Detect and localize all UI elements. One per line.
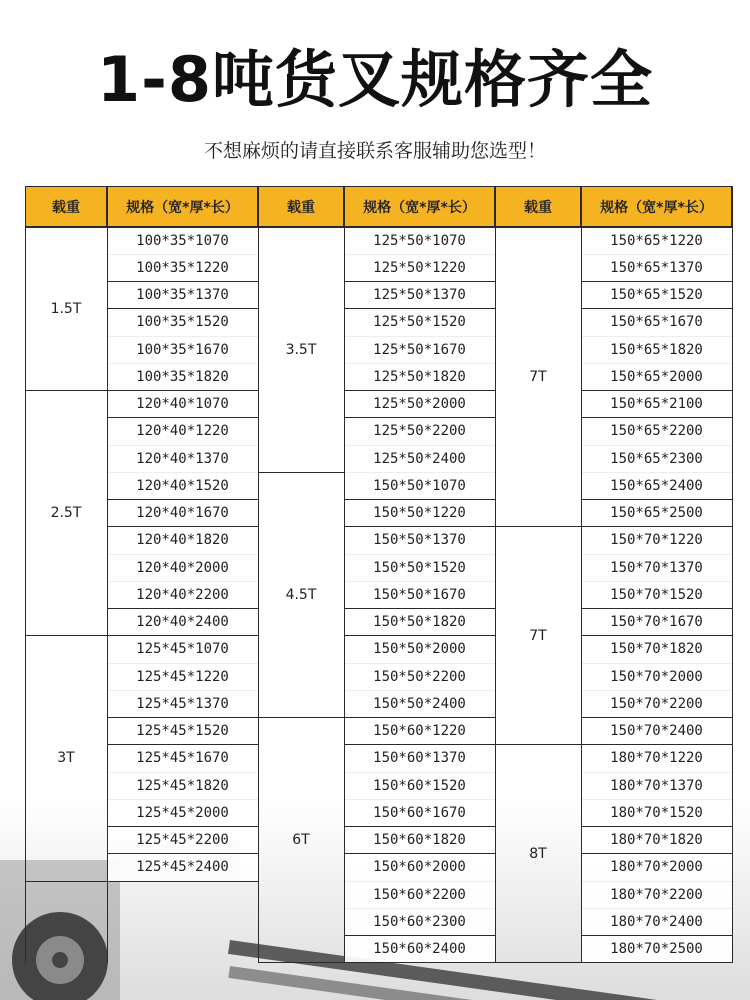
spec-cell: 120*40*2200 [107, 581, 258, 608]
spec-cell: 100*35*1670 [107, 336, 258, 363]
spec-cell: 180*70*2500 [581, 936, 732, 963]
spec-cell: 150*65*2000 [581, 363, 732, 390]
spec-cell: 150*50*1370 [344, 527, 495, 554]
spec-cell: 150*65*1670 [581, 309, 732, 336]
page-title: 1-8吨货叉规格齐全 [96, 43, 653, 116]
spec-cell: 150*50*2200 [344, 663, 495, 690]
table-header-cell: 规格（宽*厚*长） [581, 186, 732, 227]
spec-cell: 150*65*2300 [581, 445, 732, 472]
spec-cell: 150*60*1670 [344, 799, 495, 826]
spec-cell: 150*50*2000 [344, 636, 495, 663]
spec-cell: 100*35*1520 [107, 309, 258, 336]
spec-cell: 125*50*2400 [344, 445, 495, 472]
spec-cell: 125*50*1520 [344, 309, 495, 336]
table-grid-line [258, 962, 344, 963]
table-grid-line [25, 186, 732, 187]
table-grid-line [258, 186, 259, 963]
spec-cell: 120*40*1220 [107, 418, 258, 445]
load-capacity-cell: 6T [292, 832, 310, 849]
table-header-cell: 载重 [25, 186, 107, 227]
spec-cell: 125*45*2000 [107, 799, 258, 826]
load-capacity-cell: 7T [529, 627, 547, 644]
load-capacity-cell: 2.5T [50, 505, 82, 522]
spec-cell: 150*60*1220 [344, 718, 495, 745]
spec-cell: 120*40*1070 [107, 391, 258, 418]
spec-cell: 125*45*1670 [107, 745, 258, 772]
spec-cell: 150*70*1370 [581, 554, 732, 581]
table-grid-line [732, 186, 733, 963]
table-header-cell: 规格（宽*厚*长） [344, 186, 495, 227]
table-grid-line [344, 962, 495, 963]
page-subtitle: 不想麻烦的请直接联系客服辅助您选型！ [203, 140, 546, 162]
spec-cell: 125*45*1070 [107, 636, 258, 663]
spec-cell: 150*60*1520 [344, 772, 495, 799]
table-grid-line [25, 186, 26, 963]
spec-cell: 180*70*1520 [581, 799, 732, 826]
fork-spec-table [25, 186, 721, 959]
spec-cell: 125*45*1370 [107, 690, 258, 717]
spec-cell: 150*60*2300 [344, 908, 495, 935]
spec-cell: 120*40*1370 [107, 445, 258, 472]
table-grid-line [581, 186, 582, 963]
table-grid-line [25, 227, 732, 228]
load-capacity-cell: 1.5T [50, 300, 82, 317]
load-capacity-cell: 3T [57, 750, 75, 767]
spec-cell: 150*65*2100 [581, 391, 732, 418]
spec-cell: 150*65*1820 [581, 336, 732, 363]
table-header-cell: 载重 [258, 186, 344, 227]
spec-cell: 150*65*2500 [581, 500, 732, 527]
spec-cell: 125*45*1220 [107, 663, 258, 690]
spec-cell: 100*35*1220 [107, 254, 258, 281]
spec-cell: 150*65*1220 [581, 227, 732, 254]
spec-cell: 125*50*1220 [344, 254, 495, 281]
spec-cell: 150*65*1370 [581, 254, 732, 281]
spec-cell: 180*70*2400 [581, 908, 732, 935]
spec-cell: 180*70*2200 [581, 881, 732, 908]
spec-cell: 150*60*2200 [344, 881, 495, 908]
spec-cell: 100*35*1370 [107, 282, 258, 309]
spec-cell: 125*45*1820 [107, 772, 258, 799]
spec-cell: 150*50*1520 [344, 554, 495, 581]
table-grid-line [495, 186, 496, 963]
table-grid-line [581, 962, 732, 963]
spec-cell: 180*70*1370 [581, 772, 732, 799]
spec-cell: 120*40*1520 [107, 472, 258, 499]
spec-cell: 125*50*1670 [344, 336, 495, 363]
spec-cell: 150*70*2400 [581, 718, 732, 745]
spec-cell: 150*60*1370 [344, 745, 495, 772]
spec-cell: 150*60*1820 [344, 827, 495, 854]
spec-cell: 125*50*1070 [344, 227, 495, 254]
spec-cell: 100*35*1070 [107, 227, 258, 254]
table-grid-line [107, 881, 258, 882]
spec-cell: 150*50*2400 [344, 690, 495, 717]
table-grid-line [107, 186, 108, 963]
spec-cell: 125*45*1520 [107, 718, 258, 745]
spec-cell: 150*65*1520 [581, 282, 732, 309]
spec-cell: 120*40*2400 [107, 609, 258, 636]
spec-cell: 150*65*2400 [581, 472, 732, 499]
table-grid-line [25, 881, 107, 882]
spec-cell: 180*70*2000 [581, 854, 732, 881]
spec-cell: 150*50*1820 [344, 609, 495, 636]
spec-cell: 180*70*1820 [581, 827, 732, 854]
spec-cell: 150*65*2200 [581, 418, 732, 445]
load-capacity-cell: 8T [529, 845, 547, 862]
spec-cell: 125*50*2200 [344, 418, 495, 445]
spec-cell: 180*70*1220 [581, 745, 732, 772]
spec-cell: 125*45*2400 [107, 854, 258, 881]
table-header-cell: 规格（宽*厚*长） [107, 186, 258, 227]
spec-cell: 150*50*1670 [344, 581, 495, 608]
spec-cell: 100*35*1820 [107, 363, 258, 390]
spec-cell: 150*70*2000 [581, 663, 732, 690]
spec-cell: 125*50*2000 [344, 391, 495, 418]
spec-cell: 120*40*1820 [107, 527, 258, 554]
spec-cell: 150*60*2000 [344, 854, 495, 881]
spec-cell: 150*70*1220 [581, 527, 732, 554]
spec-cell: 125*50*1820 [344, 363, 495, 390]
spec-cell: 150*50*1220 [344, 500, 495, 527]
load-capacity-cell: 7T [529, 368, 547, 385]
spec-cell: 150*70*2200 [581, 690, 732, 717]
spec-cell: 150*70*1670 [581, 609, 732, 636]
spec-cell: 120*40*2000 [107, 554, 258, 581]
spec-cell: 150*50*1070 [344, 472, 495, 499]
spec-cell: 150*60*2400 [344, 936, 495, 963]
spec-cell: 125*50*1370 [344, 282, 495, 309]
spec-cell: 120*40*1670 [107, 500, 258, 527]
load-capacity-cell: 3.5T [285, 341, 317, 358]
spec-cell: 125*45*2200 [107, 827, 258, 854]
table-grid-line [495, 962, 581, 963]
table-grid-line [344, 186, 345, 963]
spec-cell: 150*70*1520 [581, 581, 732, 608]
spec-cell: 150*70*1820 [581, 636, 732, 663]
load-capacity-cell: 4.5T [285, 586, 317, 603]
table-header-cell: 载重 [495, 186, 581, 227]
